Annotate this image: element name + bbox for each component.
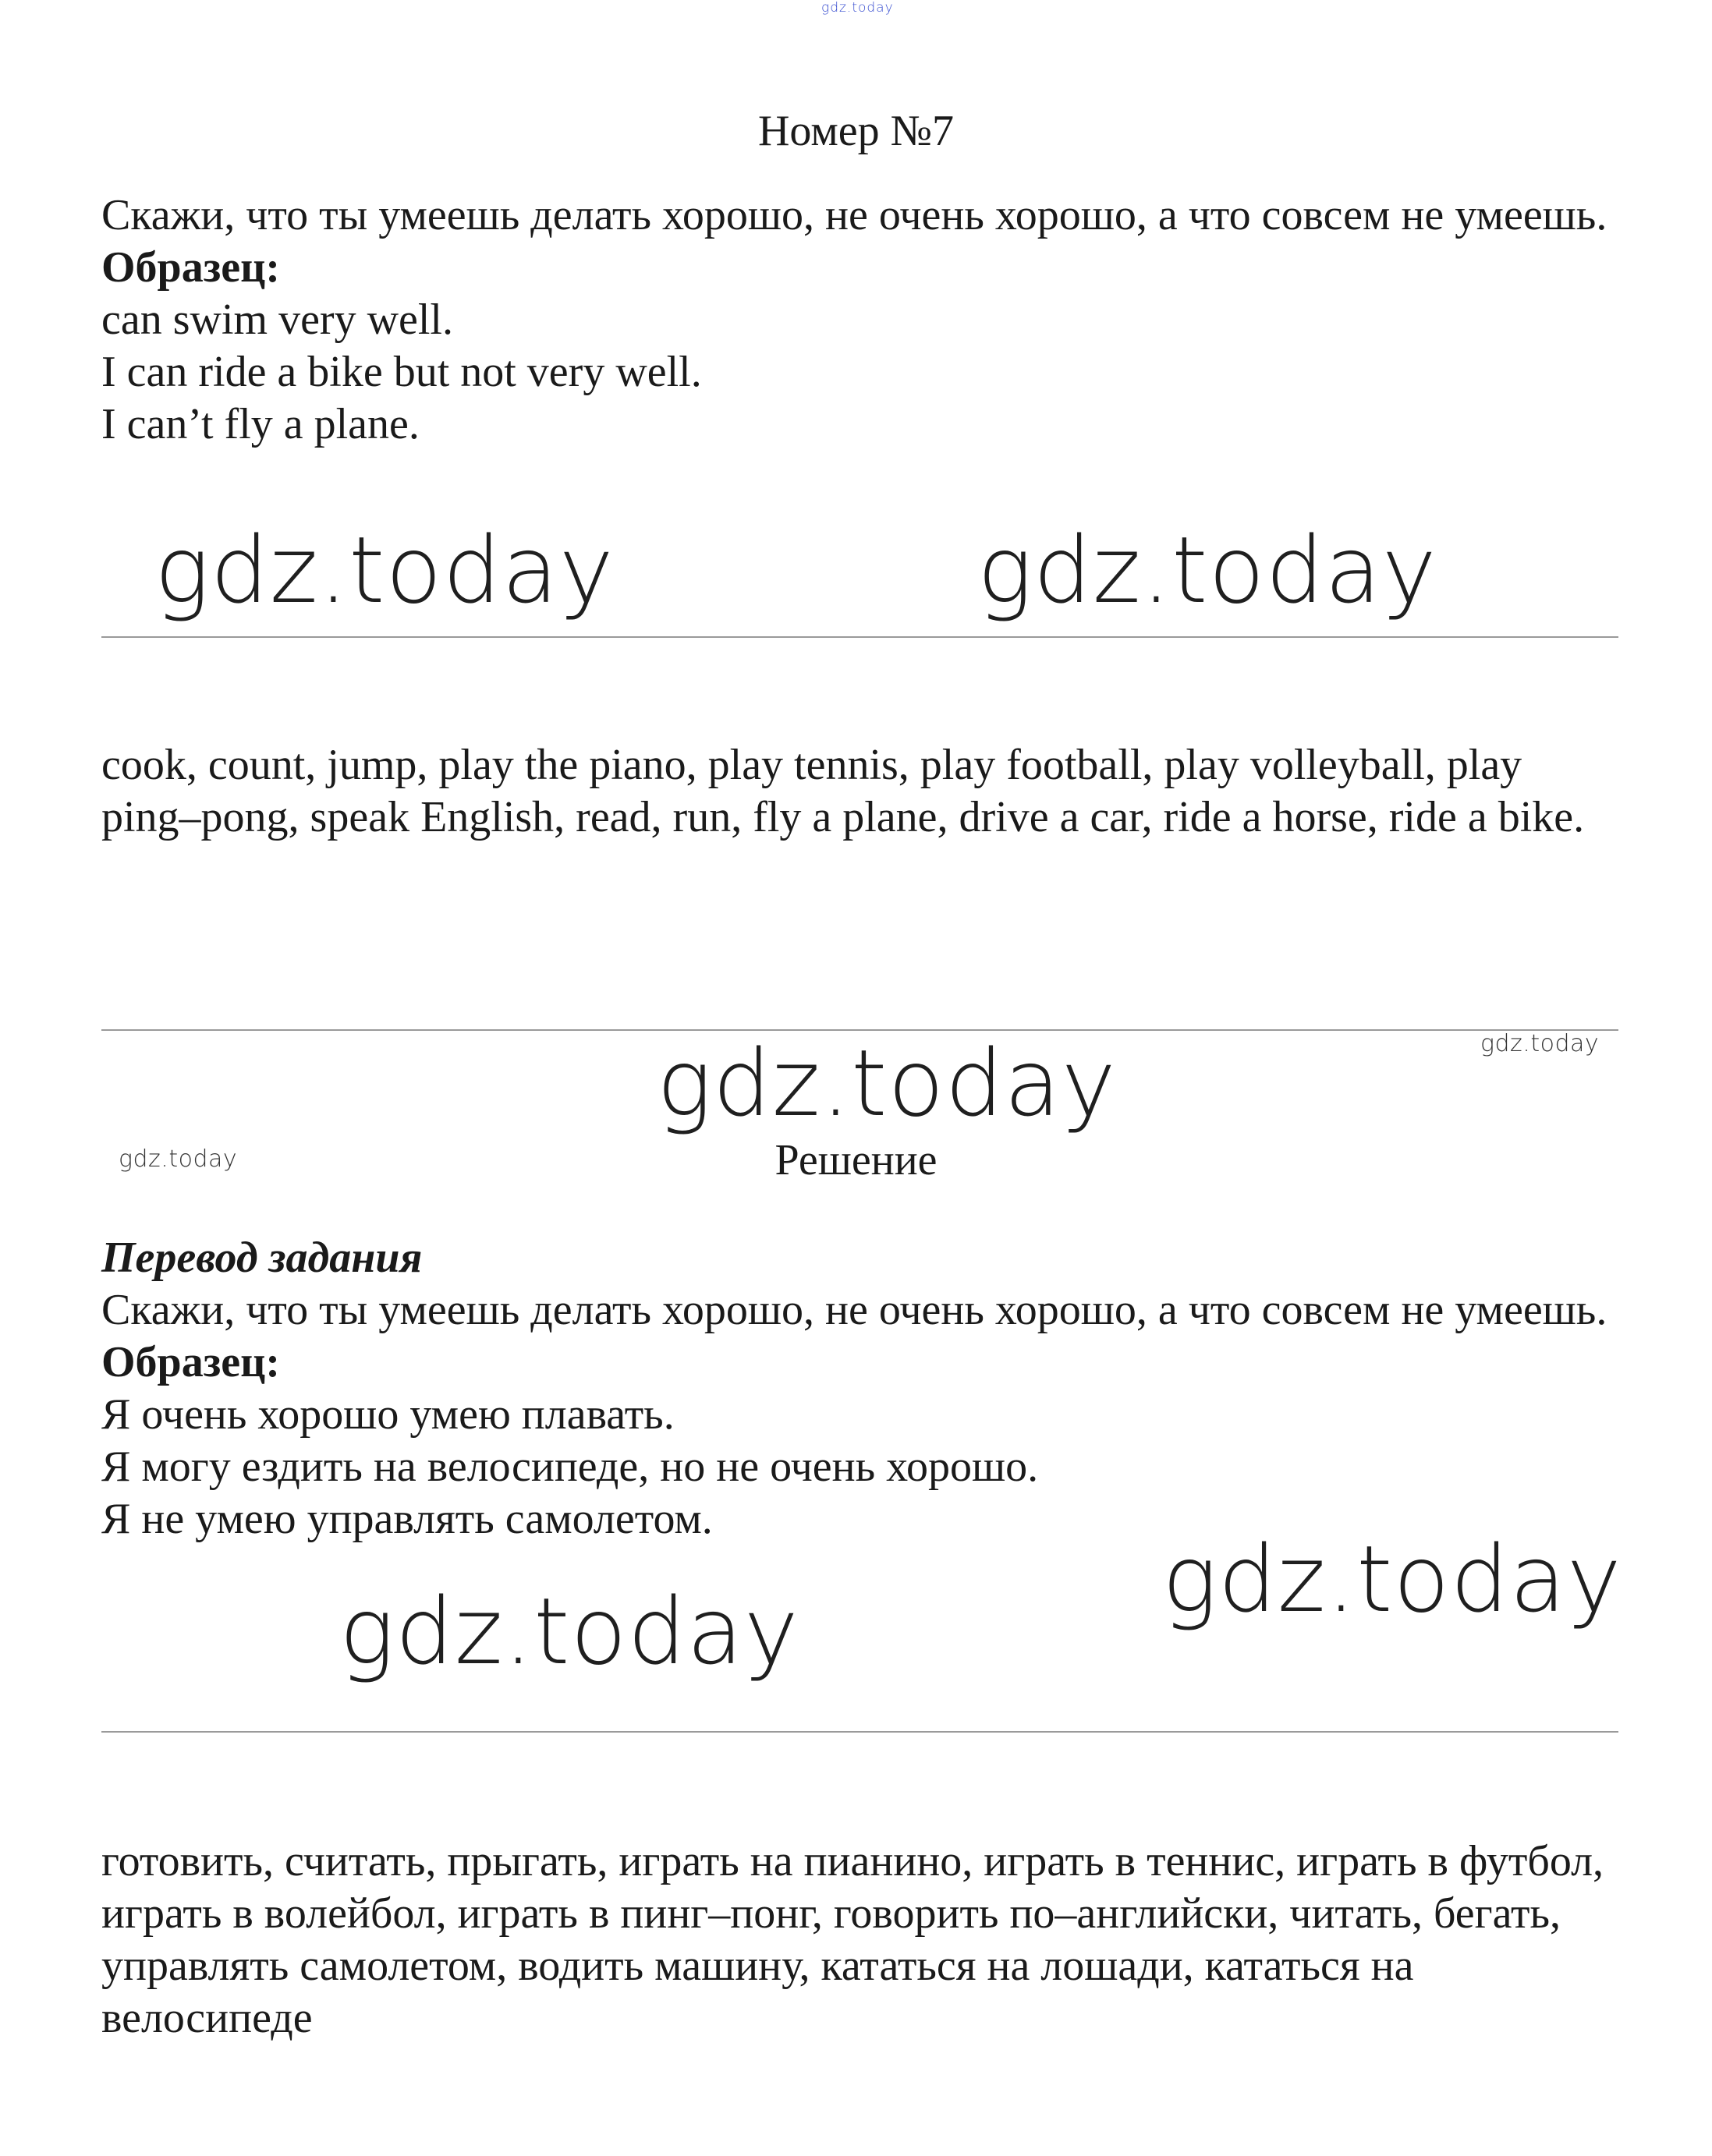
watermark-small: gdz.today: [1480, 1030, 1600, 1057]
task-word-list: cook, count, jump, play the piano, play tennis, play football, play volleyball, play ping–pong, speak English, read, run, fly a plane, drive a car, ride a horse, ride a bike.: [101, 741, 1585, 841]
task-sample-line: I can’t fly a plane.: [101, 400, 420, 448]
task-instruction: Скажи, что ты умеешь делать хорошо, не очень хорошо, а что совсем не умеешь.: [101, 191, 1607, 239]
solution-title: Решение: [774, 1136, 938, 1184]
watermark-large: gdz.today: [339, 1577, 799, 1685]
watermark-large: gdz.today: [977, 516, 1437, 624]
task-sample-line: I can ride a bike but not very well.: [101, 348, 702, 396]
watermark-large: gdz.today: [154, 516, 615, 624]
translation-heading: Перевод задания: [101, 1234, 423, 1282]
solution-word-list: готовить, считать, прыгать, играть на пианино, играть в теннис, играть в футбол, играть в волейбол, играть в пинг–понг, говорить по–английски, читать, бегать, управлять самолетом, водить машину, кататься на лошади, кататься на велосипеде: [101, 1837, 1604, 2042]
watermark-top: gdz.today: [821, 0, 894, 16]
task-title: Номер №7: [757, 107, 955, 155]
task-block: [101, 189, 1630, 451]
solution-instruction: Скажи, что ты умеешь делать хорошо, не очень хорошо, а что совсем не умеешь.: [101, 1286, 1607, 1334]
watermark-small: gdz.today: [119, 1145, 238, 1173]
task-word-list-block: [101, 739, 1630, 844]
task-sample-label: Образец:: [101, 243, 280, 292]
solution-sample-line: Я очень хорошо умею плавать.: [101, 1390, 675, 1439]
task-sample-line: can swim very well.: [101, 296, 453, 344]
divider-rule: [101, 636, 1618, 638]
solution-sample-label: Образец:: [101, 1338, 280, 1386]
watermark-large: gdz.today: [657, 1029, 1117, 1137]
solution-sample-line: Я не умею управлять самолетом.: [101, 1495, 713, 1543]
divider-rule: [101, 1731, 1618, 1733]
watermark-large: gdz.today: [1162, 1525, 1622, 1633]
solution-word-list-block: [101, 1836, 1630, 2044]
solution-block: [101, 1232, 1630, 1545]
solution-sample-line: Я могу ездить на велосипеде, но не очень хорошо.: [101, 1443, 1039, 1491]
